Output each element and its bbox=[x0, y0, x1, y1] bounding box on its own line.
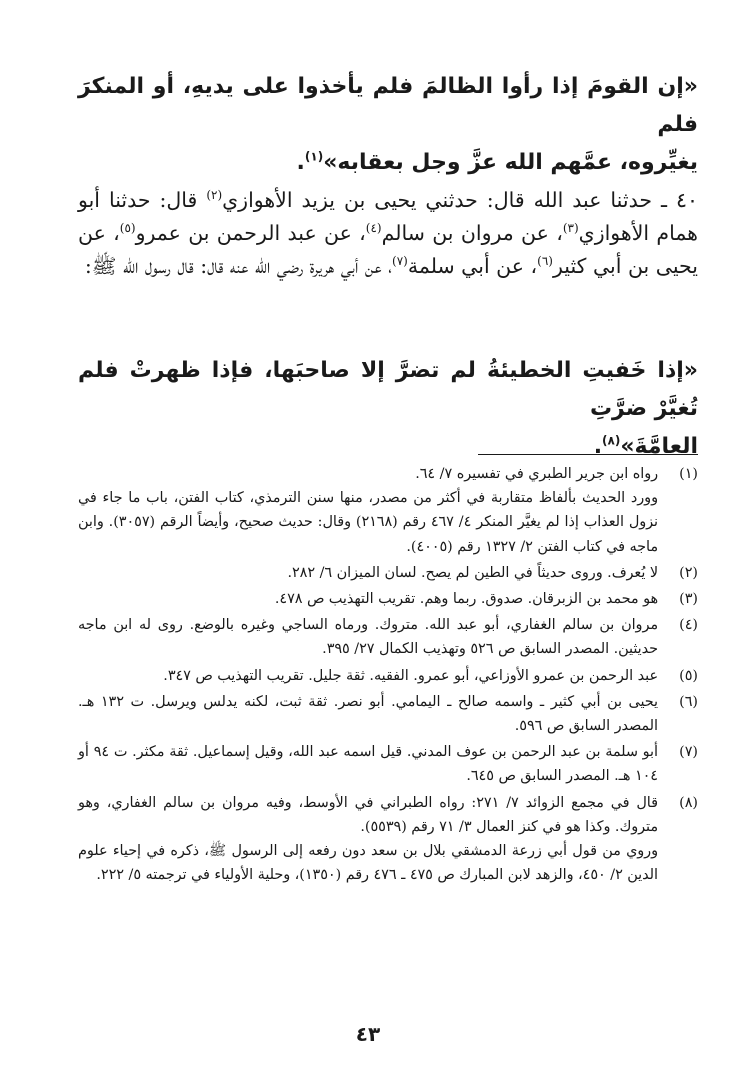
hadith-40-isnad bbox=[78, 184, 698, 283]
footnote-text: قال في مجمع الزوائد ٧/ ٢٧١: رواه الطبراني في الأوسط، وفيه مروان بن سالم الغفاري، وهو متروك. وكذا هو في كنز العمال ٣/ ٧١ رقم (٥٥٣٩). bbox=[78, 794, 658, 835]
footnote-body bbox=[78, 740, 658, 788]
isnad-part-4: ، عن عبد الرحمن بن عمرو bbox=[135, 221, 366, 245]
footnote-ref-2: (٢) bbox=[206, 188, 223, 203]
footnote-text: مروان بن سالم الغفاري، أبو عبد الله. متروك. ورماه الساجي وغيره بالوضع. روى له ابن ماجه حديثين. المصدر السابق ص ٥٢٦ وتهذيب الكمال ٢٧/ ٣٩٥. bbox=[78, 617, 658, 658]
footnote-ref-3: (٣) bbox=[562, 221, 579, 236]
footnote-body bbox=[78, 664, 658, 688]
footnote-text: هو محمد بن الزبرقان. صدوق. ربما وهم. تقريب التهذيب ص ٤٧٨. bbox=[274, 591, 658, 608]
hadith-40-quote bbox=[78, 352, 698, 466]
footnote-number: (٥) bbox=[679, 667, 698, 684]
footnote-number: (٤) bbox=[679, 617, 698, 634]
isnad-part-6: ، عن أبي سلمة bbox=[407, 254, 538, 278]
footnote-item bbox=[78, 791, 698, 888]
isnad-part-1: حدثنا عبد الله قال: حدثني يحيى بن يزيد الأهوازي bbox=[222, 188, 653, 212]
footnote-body bbox=[78, 613, 658, 661]
footnote-item bbox=[78, 740, 698, 788]
footnote-body bbox=[78, 587, 658, 611]
isnad-part-5: ، عن يحيى بن أبي كثير bbox=[78, 221, 698, 278]
footnote-ref-1: (١) bbox=[304, 149, 324, 164]
hadith-39-quote bbox=[78, 68, 698, 182]
footnote-body bbox=[78, 462, 658, 559]
footnotes-section bbox=[78, 462, 698, 889]
footnote-item bbox=[78, 462, 698, 559]
footnote-number: (٦) bbox=[679, 693, 698, 710]
footnote-item bbox=[78, 690, 698, 738]
hadith-39-line-1: «إن القومَ إذا رأوا الظالمَ فلم يأخذوا على يديهِ، أو المنكرَ فلم bbox=[78, 74, 698, 137]
footnote-text: وورد الحديث بألفاظ متقاربة في أكثر من مصدر، منها سنن الترمذي، كتاب الفتن، باب ما جاء في نزول العذاب إذا لم يغيَّر المنكر ٤/ ٤٦٧ رقم (٢١٦٨) وقال: حديث صحيح، وأيضاً الرقم (٣٠٥٧). وابن ماجه في كتاب الفتن ٢/ ١٣٢٧ رقم (٤٠٠٥). bbox=[78, 490, 659, 555]
footnote-text: أبو سلمة بن عبد الرحمن بن عوف المدني. قيل اسمه عبد الله، وقيل إسماعيل. ثقة مكثر. ت ٩٤ أو ١٠٤ هـ. المصدر السابق ص ٦٤٥. bbox=[78, 744, 658, 785]
footnote-text: يحيى بن أبي كثير ـ واسمه صالح ـ اليمامي. أبو نصر. ثقة ثبت، لكنه يدلس ويرسل. ت ١٣٢ هـ. المصدر السابق ص ٥٩٦. bbox=[78, 693, 658, 735]
isnad-part-3: ، عن مروان بن سالم bbox=[381, 221, 563, 245]
footnote-ref-4: (٤) bbox=[365, 221, 382, 236]
hadith-39-end: . bbox=[296, 150, 305, 175]
footnote-ref-5: (٥) bbox=[119, 221, 136, 236]
hadith-40-line-1: «إذا خَفيتِ الخطيئةُ لم تضرَّ إلا صاحبَها، فإذا ظهرتْ فلم تُغيَّرْ ضرَّتِ bbox=[78, 358, 698, 421]
footnote-divider bbox=[478, 454, 698, 455]
footnote-text: وروي من قول أبي زرعة الدمشقي بلال بن سعد دون رفعه إلى الرسول ﷺ، ذكره في إحياء علوم الدين ٢/ ٤٥٠، والزهد لابن المبارك ص ٤٧٥ ـ ٤٧٦ رقم (١٣٥٠)، وحلية الأولياء في ترجمته ٥/ ٢٢٢. bbox=[78, 843, 658, 884]
footnote-item bbox=[78, 561, 698, 585]
hadith-40-line-2-text: العامَّةَ» bbox=[620, 434, 698, 459]
hadith-39-line-2 bbox=[78, 144, 698, 182]
footnote-body bbox=[78, 561, 658, 585]
isnad-part-2: قال: حدثنا أبو همام الأهوازي bbox=[78, 188, 698, 245]
footnote-item bbox=[78, 587, 698, 611]
footnote-body bbox=[78, 690, 658, 738]
footnote-ref-6: (٦) bbox=[537, 254, 553, 269]
footnote-text: لا يُعرف. وروى حديثاً في الطين لم يصح. لسان الميزان ٦/ ٢٨٢. bbox=[287, 564, 658, 581]
footnote-text: عبد الرحمن بن عمرو الأوزاعي، أبو عمرو. الفقيه. ثقة جليل. تقريب التهذيب ص ٣٤٧. bbox=[163, 667, 658, 684]
footnote-number: (٣) bbox=[679, 591, 698, 608]
isnad-part-7: ، عن أبي هريرة رضي الله عنه قال: قال رسول الله ﷺ: bbox=[84, 254, 393, 278]
page-number: ٤٣ bbox=[355, 1022, 381, 1046]
footnote-item bbox=[78, 613, 698, 661]
footnote-item bbox=[78, 664, 698, 688]
hadith-40-line-2 bbox=[78, 428, 698, 466]
hadith-39-line-2-text: يغيِّروه، عمَّهم الله عزَّ وجل بعقابه» bbox=[323, 150, 698, 175]
footnote-number: (٧) bbox=[679, 744, 698, 761]
footnote-number: (٨) bbox=[679, 794, 698, 811]
footnote-number: (١) bbox=[679, 466, 698, 482]
footnote-number: (٢) bbox=[679, 564, 698, 581]
footnote-body bbox=[78, 791, 658, 888]
footnote-text: رواه ابن جرير الطبري في تفسيره ٧/ ٦٤. bbox=[415, 466, 658, 482]
footnote-ref-7: (٧) bbox=[392, 254, 408, 269]
hadith-40-end: . bbox=[593, 434, 603, 459]
footnote-ref-8: (٨) bbox=[602, 433, 621, 448]
hadith-number: ٤٠ ـ bbox=[660, 188, 698, 212]
